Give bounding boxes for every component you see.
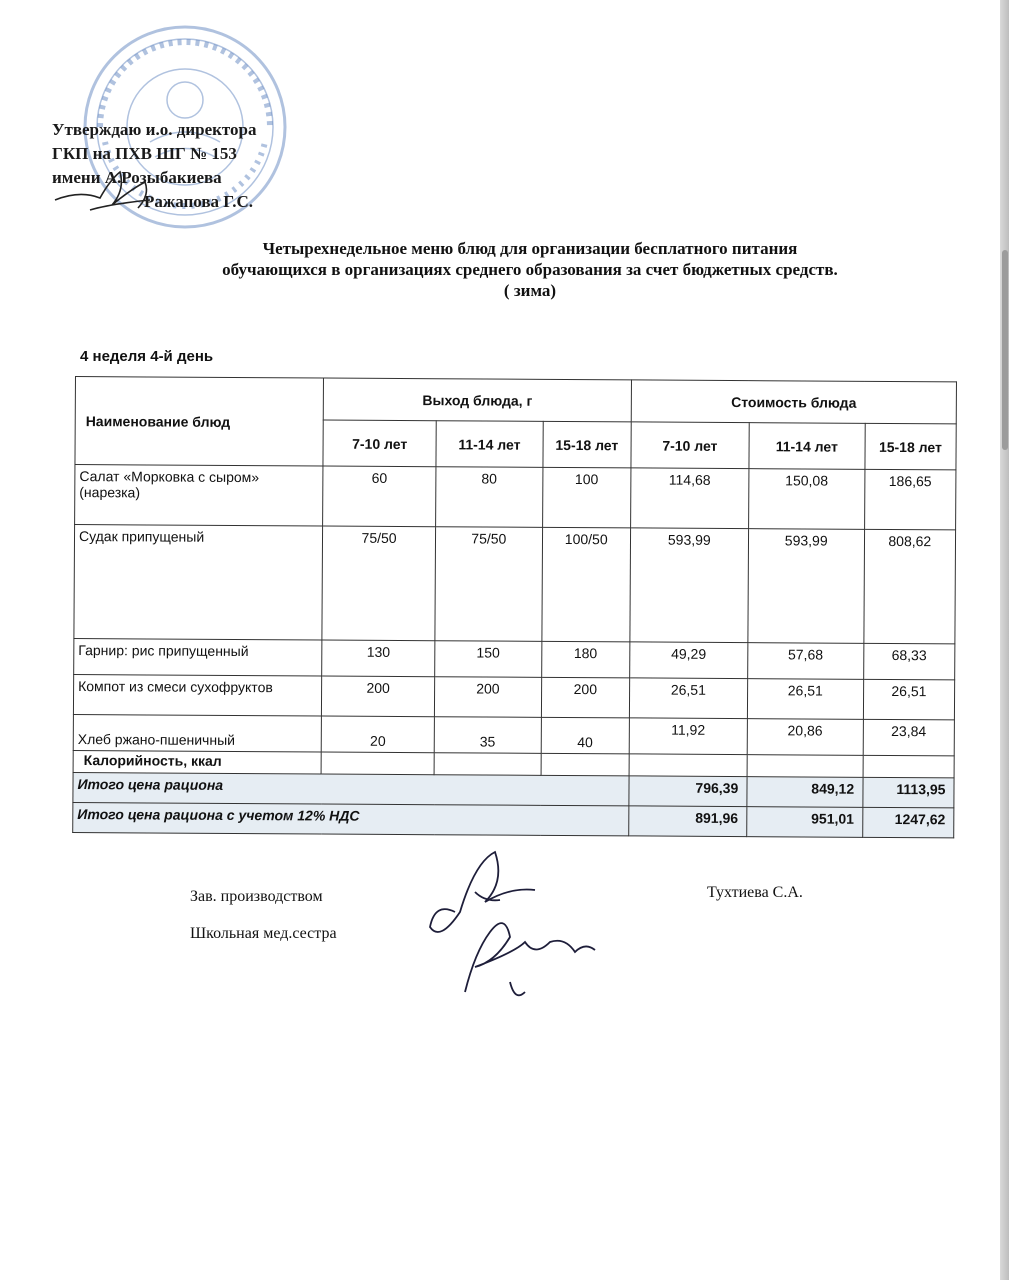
document-title xyxy=(150,238,910,301)
total-vat-value: 891,96 xyxy=(629,806,747,837)
table-row xyxy=(73,674,954,719)
approval-line-3: имени А.Розыбакиева xyxy=(52,168,222,187)
cost-cell: 49,29 xyxy=(630,642,748,679)
header-dish-name: Наименование блюд xyxy=(75,377,324,467)
dish-name: Судак припущеный xyxy=(74,525,323,641)
cost-cell: 68,33 xyxy=(863,643,955,680)
title-line-3: ( зима) xyxy=(503,281,557,300)
calories-label: Калорийность, ккал xyxy=(73,750,321,774)
cost-cell: 114,68 xyxy=(630,468,748,529)
cost-cell: 808,62 xyxy=(864,529,956,644)
cost-cell: 593,99 xyxy=(630,528,749,643)
cost-cell: 57,68 xyxy=(747,643,863,680)
production-label: Зав. производством xyxy=(190,888,323,905)
staff-signatures-icon xyxy=(415,842,605,1007)
cost-cell: 23,84 xyxy=(863,719,955,756)
age-group: 11-14 лет xyxy=(436,421,543,468)
cost-cell: 150,08 xyxy=(748,469,864,530)
table-header-row xyxy=(75,377,956,424)
title-line-1: Четырехнедельное меню блюд для организации бесплатного питания xyxy=(262,239,798,258)
title-line-2: обучающихся в организациях среднего образования за счет бюджетных средств. xyxy=(222,260,838,279)
yield-cell: 150 xyxy=(435,641,542,678)
cost-cell: 186,65 xyxy=(864,469,956,530)
approval-line-2: ГКП на ПХВ ШГ № 153 xyxy=(52,144,237,163)
dish-name: Компот из смеси сухофруктов xyxy=(73,674,321,716)
total-value: 796,39 xyxy=(629,776,747,807)
yield-cell: 200 xyxy=(541,677,629,718)
scrollbar-thumb[interactable] xyxy=(1002,250,1008,450)
menu-table xyxy=(72,376,957,838)
cost-cell: 593,99 xyxy=(748,529,865,644)
cost-cell: 11,92 xyxy=(629,718,747,755)
yield-cell: 60 xyxy=(323,466,436,527)
day-label: 4 неделя 4-й день xyxy=(80,348,214,365)
header-cost: Стоимость блюда xyxy=(631,380,956,424)
yield-cell: 80 xyxy=(436,467,543,528)
approval-line-1: Утверждаю и.о. директора xyxy=(52,120,257,139)
cost-cell: 26,51 xyxy=(747,679,863,720)
yield-cell: 100/50 xyxy=(542,527,631,642)
cost-cell: 26,51 xyxy=(863,679,955,720)
age-group: 7-10 лет xyxy=(631,422,749,469)
yield-cell: 75/50 xyxy=(435,527,542,642)
yield-cell: 200 xyxy=(322,676,435,717)
yield-cell: 20 xyxy=(321,716,434,753)
cost-cell: 20,86 xyxy=(747,719,863,756)
age-group: 15-18 лет xyxy=(543,421,631,468)
page-edge xyxy=(1000,0,1009,1280)
dish-name: Хлеб ржано-пшеничный xyxy=(73,714,321,752)
yield-cell: 130 xyxy=(322,640,435,677)
total-vat-label: Итого цена рациона с учетом 12% НДС xyxy=(73,802,629,835)
director-signature-icon xyxy=(50,160,160,220)
total-vat-row xyxy=(73,802,954,837)
production-name: Тухтиева С.А. xyxy=(707,884,803,901)
age-group: 7-10 лет xyxy=(323,420,436,467)
yield-cell: 180 xyxy=(541,641,629,678)
cost-cell: 26,51 xyxy=(629,678,747,719)
total-value: 1113,95 xyxy=(863,777,955,808)
header-yield: Выход блюда, г xyxy=(323,378,631,422)
dish-name: Гарнир: рис припущенный xyxy=(74,638,322,676)
total-value: 849,12 xyxy=(747,777,863,808)
dish-name: Салат «Морковка с сыром» (нарезка) xyxy=(75,465,324,527)
yield-cell: 35 xyxy=(434,717,541,754)
yield-cell: 200 xyxy=(434,677,541,718)
total-label: Итого цена рациона xyxy=(73,772,629,805)
age-group: 11-14 лет xyxy=(749,423,865,470)
total-vat-value: 1247,62 xyxy=(862,807,954,838)
approval-line-4: Ражапова Г.С. xyxy=(144,192,253,211)
yield-cell: 75/50 xyxy=(322,526,436,641)
table-row xyxy=(74,525,956,644)
table-row xyxy=(73,714,954,755)
table-row xyxy=(74,638,955,679)
yield-cell: 100 xyxy=(542,467,631,528)
yield-cell: 40 xyxy=(541,717,629,754)
nurse-label: Школьная мед.сестра xyxy=(190,925,337,942)
table-row xyxy=(75,465,956,530)
total-vat-value: 951,01 xyxy=(746,807,862,838)
age-group: 15-18 лет xyxy=(865,423,957,470)
